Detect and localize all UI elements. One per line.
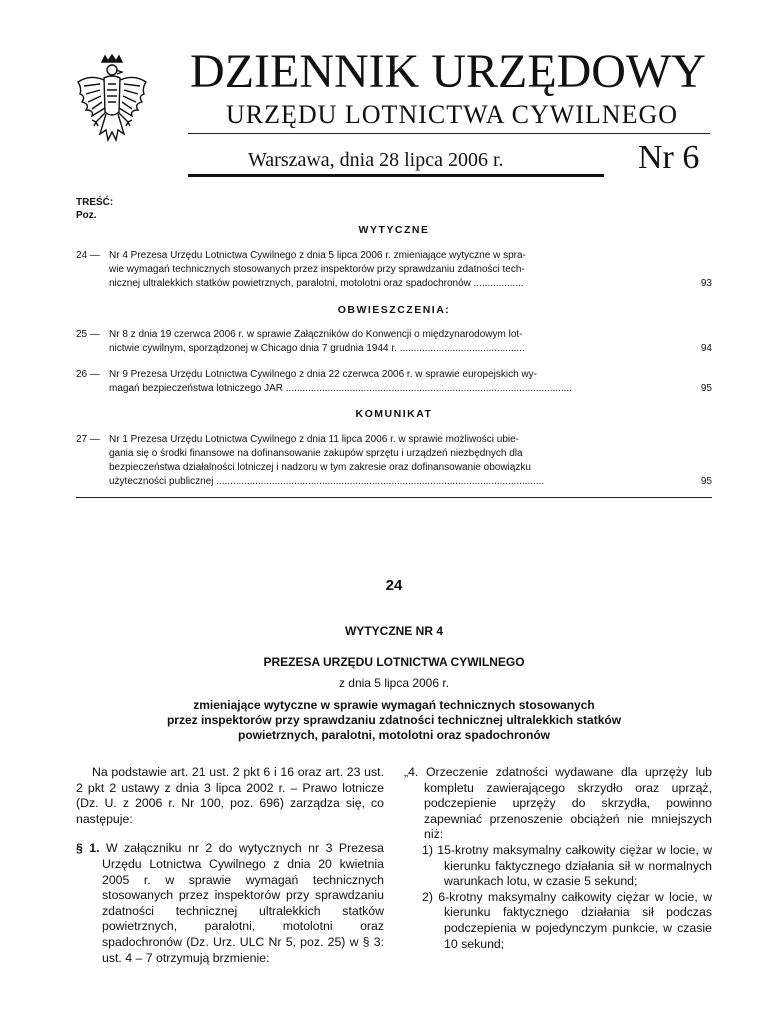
toc-section-title: OBWIESZCZENIA: [337,304,451,316]
toc-entry-number: 27 — [76,434,100,445]
list-item-text: 15-krotny maksymalny całkowity ciężar w locie, w kierunku faktycznego działania sił w normalnych warunkach lotu, w czasie 5 sekund; [437,842,712,889]
document-subject-line: przez inspektorów przy sprawdzaniu zdatności technicznej ultralekkich statków [166,713,622,727]
toc-bottom-divider [76,497,712,498]
body-left-column [76,765,384,966]
toc-entry-24[interactable] [76,249,712,293]
point-text: Orzeczenie zdatności wydawane dla uprzęży lub kompletu zawierającego skrzydło oraz uprząż, podczepienie uprzęży do skrzydła, powinno zapewniać przenoszenie obciążeń nie mniejszych niż: [424,765,712,842]
toc-leader-dots: .................. [470,278,524,289]
list-item-mark: 2) [422,889,433,904]
polish-eagle-emblem-icon [72,52,152,152]
toc-poz-label: Poz. [76,210,97,221]
toc-heading: TREŚĆ: [76,197,114,208]
toc-entry-page: 95 [700,383,712,394]
toc-leader-dots: ....................................................................................................... [282,383,572,394]
journal-subtitle: URZĘDU LOTNICTWA CYWILNEGO [225,100,679,129]
toc-entry-27[interactable] [76,433,712,491]
toc-leader-dots: ............................................. [396,343,525,354]
header-thick-divider [188,174,604,177]
toc-entry-page: 95 [700,476,712,487]
section-text: W załączniku nr 2 do wytycznych nr 3 Prezesa Urzędu Lotnictwa Cywilnego z dnia 20 kwietnia 2005 r. w sprawie wymagań technicznych stosowanych przez inspektorów przy sprawdzaniu zdatności technicznej ultralekkich statków powietrznych, paralotni, motolotni oraz spadochronów (Dz. Urz. ULC Nr 5, poz. 25) w § 3: ust. 4 – 7 otrzymują brzmienie: [102,841,384,965]
issue-number: Nr 6 [638,139,700,176]
list-item-mark: 1) [422,842,433,857]
document-subject-line: zmieniające wytyczne w sprawie wymagań technicznych stosowanych [193,698,595,712]
toc-entry-line: nictwie cywilnym, sporządzonej w Chicago dnia 7 grudnia 1944 r. [109,343,397,354]
header-divider [188,133,710,134]
toc-section-title: WYTYCZNE [358,224,430,236]
document-subject-line: powietrznych, paralotni, motolotni oraz spadochronów [237,728,550,742]
journal-title: DZIENNIK URZĘDOWY [190,45,706,98]
body-right-column [404,765,712,952]
point-mark: „4. [404,765,419,779]
toc-entry-page: 94 [700,343,712,354]
toc-entry-number: 24 — [76,250,100,261]
toc-entry-line: gania się o środki finansowe na dofinansowanie zakupów sprzętu i urządzeń niezbędnych dla [109,448,523,459]
section-1-paragraph [76,841,384,966]
toc-leader-dots: ...................................................................................................................... [213,476,545,487]
toc-entry-line: użyteczności publicznej [109,476,214,487]
document-position-number: 24 [385,577,403,594]
toc-entry-line: Nr 8 z dnia 19 czerwca 2006 r. w sprawie Załączników do Konwencji o międzynarodowym lot- [109,329,523,340]
legal-basis-paragraph: Na podstawie art. 21 ust. 2 pkt 6 i 16 oraz art. 23 ust. 2 pkt 2 ustawy z dnia 3 lipca 2002 r. – Prawo lotnicze (Dz. U. z 2006 r. Nr 100, poz. 696) zarządza się, co następuje: [76,765,384,826]
toc-entry-line: Nr 1 Prezesa Urzędu Lotnictwa Cywilnego z dnia 11 lipca 2006 r. w sprawie możliwości ubie- [109,434,519,445]
toc-entry-line: nicznej ultralekkich statków powietrznych, paralotni, motolotni oraz spadochronów [109,278,471,289]
toc-entry-line: wie wymagań technicznych stosowanych przez inspektorów przy sprawdzaniu zdatności tech- [109,264,525,275]
point-4-paragraph [404,765,712,843]
list-item-text: 6-krotny maksymalny całkowity ciężar w locie, w kierunku faktycznego działania sił podczas podczepienia w pojedynczym punkcie, w czasie 10 sekund; [438,889,712,951]
toc-entry-26[interactable] [76,368,712,398]
list-item [404,843,712,890]
document-issuer: PREZESA URZĘDU LOTNICTWA CYWILNEGO [263,655,525,669]
issue-dateline: Warszawa, dnia 28 lipca 2006 r. [248,149,504,171]
document-type: WYTYCZNE NR 4 [344,624,443,638]
toc-entry-number: 26 — [76,369,100,380]
section-mark: § 1. [76,841,100,856]
toc-entry-number: 25 — [76,329,100,340]
toc-entry-line: bezpieczeństwa działalności lotniczej i nadzoru w tym zakresie oraz dofinansowanie obowiązku [109,462,531,473]
toc-entry-line: magań bezpieczeństwa lotniczego JAR [109,383,283,394]
toc-section-title: KOMUNIKAT [355,408,433,420]
list-item [404,890,712,952]
toc-entry-line: Nr 4 Prezesa Urzędu Lotnictwa Cywilnego z dnia 5 lipca 2006 r. zmieniające wytyczne w spra- [109,250,526,261]
toc-entry-page: 93 [700,278,712,289]
toc-entry-line: Nr 9 Prezesa Urzędu Lotnictwa Cywilnego z dnia 22 czerwca 2006 r. w sprawie europejskich wy- [109,369,537,380]
document-date: z dnia 5 lipca 2006 r. [338,676,450,690]
document-subject [126,698,662,743]
toc-entry-25[interactable] [76,328,712,358]
